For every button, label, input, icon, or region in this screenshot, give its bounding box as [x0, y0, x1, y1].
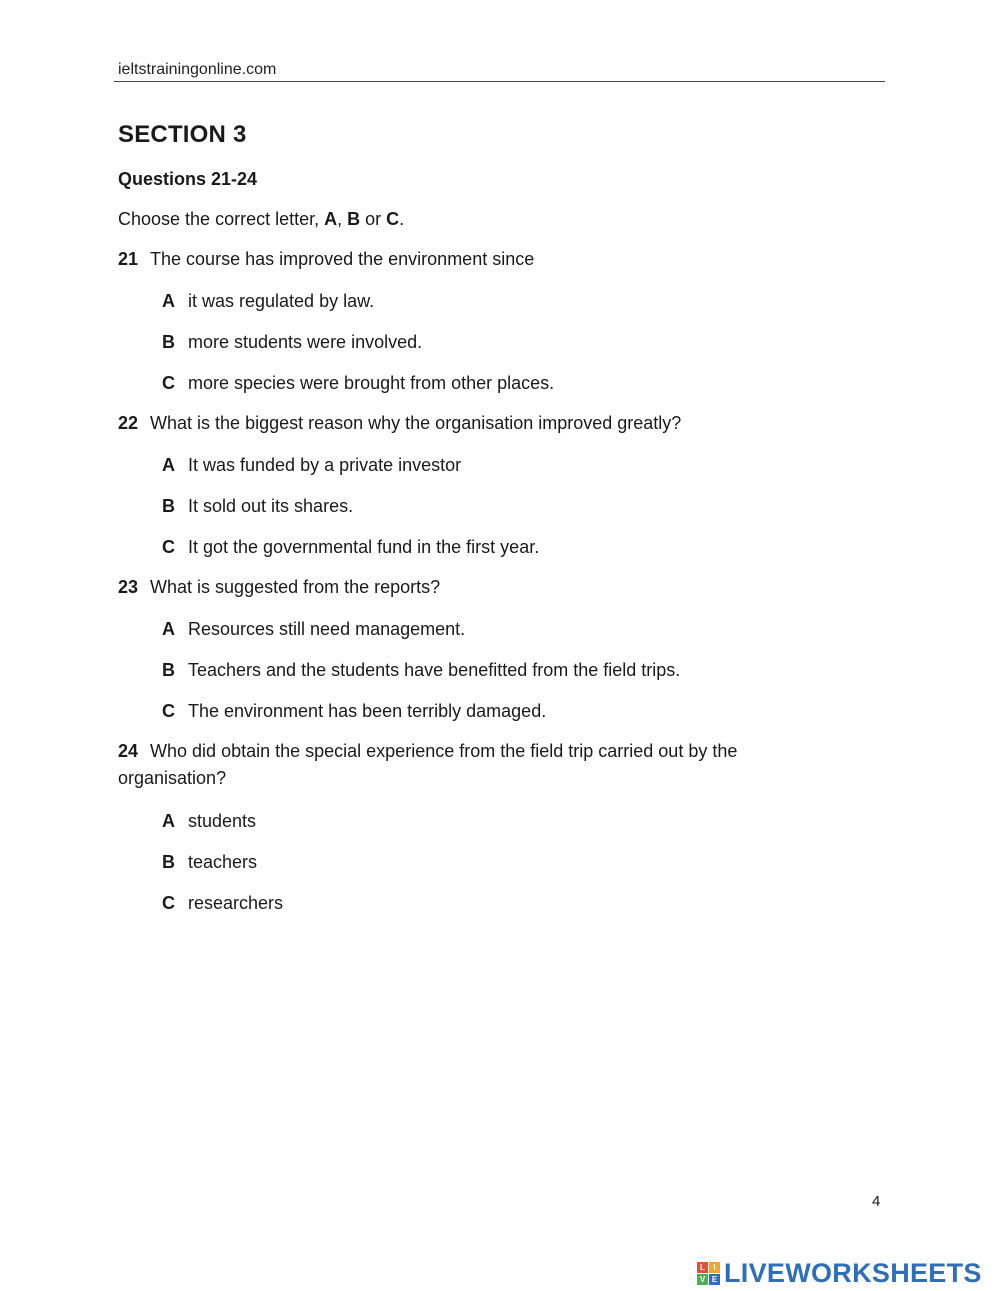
question-number: 21 [118, 249, 139, 269]
option-21-b[interactable] [162, 332, 422, 353]
question-number: 22 [118, 413, 139, 433]
option-letter: A [162, 291, 175, 311]
logo-block-icon: E [709, 1274, 720, 1285]
instruction-prefix: Choose the correct letter, [118, 209, 325, 229]
option-22-b[interactable] [162, 496, 353, 517]
option-letter: C [162, 537, 175, 557]
question-number: 23 [118, 577, 139, 597]
option-21-a[interactable] [162, 291, 374, 312]
option-23-a[interactable] [162, 619, 465, 640]
question-24 [118, 738, 838, 792]
site-url: ieltstrainingonline.com [118, 61, 277, 78]
instruction-letter-a: A [324, 209, 338, 229]
option-text: The environment has been terribly damaged. [188, 701, 547, 721]
instruction-suffix: . [399, 209, 405, 229]
option-23-c[interactable] [162, 701, 546, 722]
option-text: more students were involved. [188, 332, 423, 352]
option-text: it was regulated by law. [188, 291, 375, 311]
option-21-c[interactable] [162, 373, 554, 394]
option-text: It was funded by a private investor [188, 455, 462, 475]
option-letter: B [162, 660, 175, 680]
option-text: teachers [188, 852, 258, 872]
option-text: Resources still need management. [188, 619, 466, 639]
instruction-letter-b: B [347, 209, 361, 229]
option-22-a[interactable] [162, 455, 461, 476]
section-title: SECTION 3 [118, 121, 247, 148]
option-24-b[interactable] [162, 852, 257, 873]
question-text: Who did obtain the special experience from the field trip carried out by the organisation? [118, 741, 738, 788]
question-text: What is suggested from the reports? [150, 577, 441, 597]
option-text: students [188, 811, 257, 831]
option-letter: B [162, 852, 175, 872]
option-24-c[interactable] [162, 893, 283, 914]
option-letter: B [162, 332, 175, 352]
option-letter: A [162, 455, 175, 475]
option-text: It got the governmental fund in the first year. [188, 537, 540, 557]
question-text: The course has improved the environment since [150, 249, 535, 269]
option-letter: B [162, 496, 175, 516]
instruction-letter-c: C [386, 209, 400, 229]
logo-block-icon: L [697, 1262, 708, 1273]
question-text: What is the biggest reason why the organisation improved greatly? [150, 413, 682, 433]
question-23 [118, 574, 838, 601]
instruction [118, 209, 404, 230]
logo-text: LIVEWORKSHEETS [724, 1258, 982, 1288]
option-letter: C [162, 893, 175, 913]
logo-blocks-icon [697, 1262, 720, 1285]
option-letter: C [162, 373, 175, 393]
option-text: It sold out its shares. [188, 496, 354, 516]
option-text: Teachers and the students have benefitted from the field trips. [188, 660, 681, 680]
page-number: 4 [872, 1193, 881, 1210]
option-24-a[interactable] [162, 811, 256, 832]
option-text: researchers [188, 893, 284, 913]
option-22-c[interactable] [162, 537, 539, 558]
instruction-sep: or [360, 209, 387, 229]
option-letter: A [162, 619, 175, 639]
option-letter: C [162, 701, 175, 721]
logo-block-icon: V [697, 1274, 708, 1285]
question-number: 24 [118, 741, 139, 761]
logo-block-icon: I [709, 1262, 720, 1273]
option-letter: A [162, 811, 175, 831]
header-divider [114, 81, 885, 82]
liveworksheets-logo[interactable] [697, 1258, 982, 1289]
questions-range: Questions 21-24 [118, 169, 258, 189]
question-21 [118, 246, 838, 273]
question-22 [118, 410, 838, 437]
option-23-b[interactable] [162, 660, 680, 681]
option-text: more species were brought from other places. [188, 373, 555, 393]
instruction-sep: , [337, 209, 348, 229]
